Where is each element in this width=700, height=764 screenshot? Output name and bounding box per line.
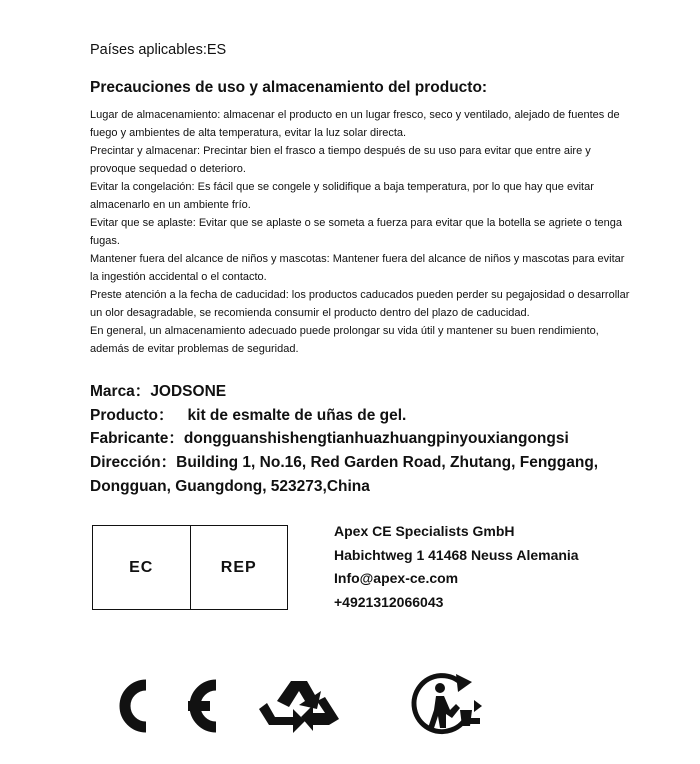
ec-rep-right: REP — [190, 526, 288, 609]
precautions-title: Precauciones de uso y almacenamiento del producto: — [90, 79, 488, 96]
precaution-line: Lugar de almacenamiento: almacenar el producto en un lugar fresco, seco y ventilado, alejado de fuentes de — [90, 109, 620, 121]
precaution-line: Mantener fuera del alcance de niños y mascotas: Mantener fuera del alcance de niños y mascotas para evitar — [90, 253, 625, 265]
precaution-line: Preste atención a la fecha de caducidad: los productos caducados pueden perder su pegajosidad o desarrollar — [90, 289, 630, 301]
ec-rep-symbol — [92, 525, 288, 610]
precaution-line: Evitar la congelación: Es fácil que se congele y solidifique a baja temperatura, por lo que hay que evitar — [90, 181, 594, 193]
address-value: Building 1, No.16, Red Garden Road, Zhutang, Fenggang, — [176, 454, 599, 472]
product-value: kit de esmalte de uñas de gel. — [187, 406, 407, 424]
rep-company: Apex CE Specialists GmbH — [334, 523, 515, 539]
maker-label: Fabricante： — [90, 430, 184, 448]
ec-rep-left: EC — [129, 558, 154, 576]
recycle-icon — [255, 673, 351, 735]
precaution-line: Evitar que se aplaste: Evitar que se aplaste o se someta a fuerza para evitar que la botella se agriete o tenga — [90, 217, 622, 229]
rep-address: Habichtweg 1 41468 Neuss Alemania — [334, 546, 579, 563]
precaution-line: un olor desagradable, se recomienda consumir el producto dentro del plazo de caducidad. — [90, 307, 530, 319]
precaution-line: fugas. — [90, 235, 120, 247]
precaution-line: la ingestión accidental o el contacto. — [90, 271, 267, 283]
precaution-line: fuego y ambientes de alta temperatura, evitar la luz solar directa. — [90, 127, 407, 139]
address-label: Dirección： — [90, 454, 177, 472]
address-row-2: Dongguan, Guangdong, 523273,China — [90, 477, 370, 495]
maker-value: dongguanshishengtianhuazhuangpinyouxiangongsi — [183, 430, 569, 448]
ec-rep-contact — [334, 520, 579, 614]
precaution-line: además de evitar problemas de seguridad. — [90, 343, 299, 355]
maker-row — [90, 427, 598, 451]
address-row — [90, 451, 598, 475]
rep-email: Info@apex-ce.com — [334, 570, 459, 587]
product-label: Producto： — [90, 406, 174, 424]
precaution-line: Precintar y almacenar: Precintar bien el frasco a tiempo después de su uso para evitar que entre aire y — [90, 145, 591, 157]
brand-label: Marca： — [90, 383, 151, 400]
product-info — [90, 380, 598, 499]
rep-phone: +4921312066043 — [334, 593, 444, 610]
precautions-text — [90, 106, 650, 358]
brand-row — [90, 380, 598, 404]
precaution-line: provoque sequedad o deterioro. — [90, 163, 246, 175]
brand-value: JODSONE — [150, 383, 227, 400]
product-row — [90, 404, 598, 428]
precaution-line: almacenarlo en un ambiente frío. — [90, 199, 251, 211]
applicable-countries: Países aplicables:ES — [90, 42, 227, 58]
tidyman-disposal-icon — [400, 670, 484, 738]
precaution-line: En general, un almacenamiento adecuado puede prolongar su vida útil y mantener su buen rendimiento, — [90, 325, 599, 337]
ce-mark-icon — [92, 676, 222, 736]
